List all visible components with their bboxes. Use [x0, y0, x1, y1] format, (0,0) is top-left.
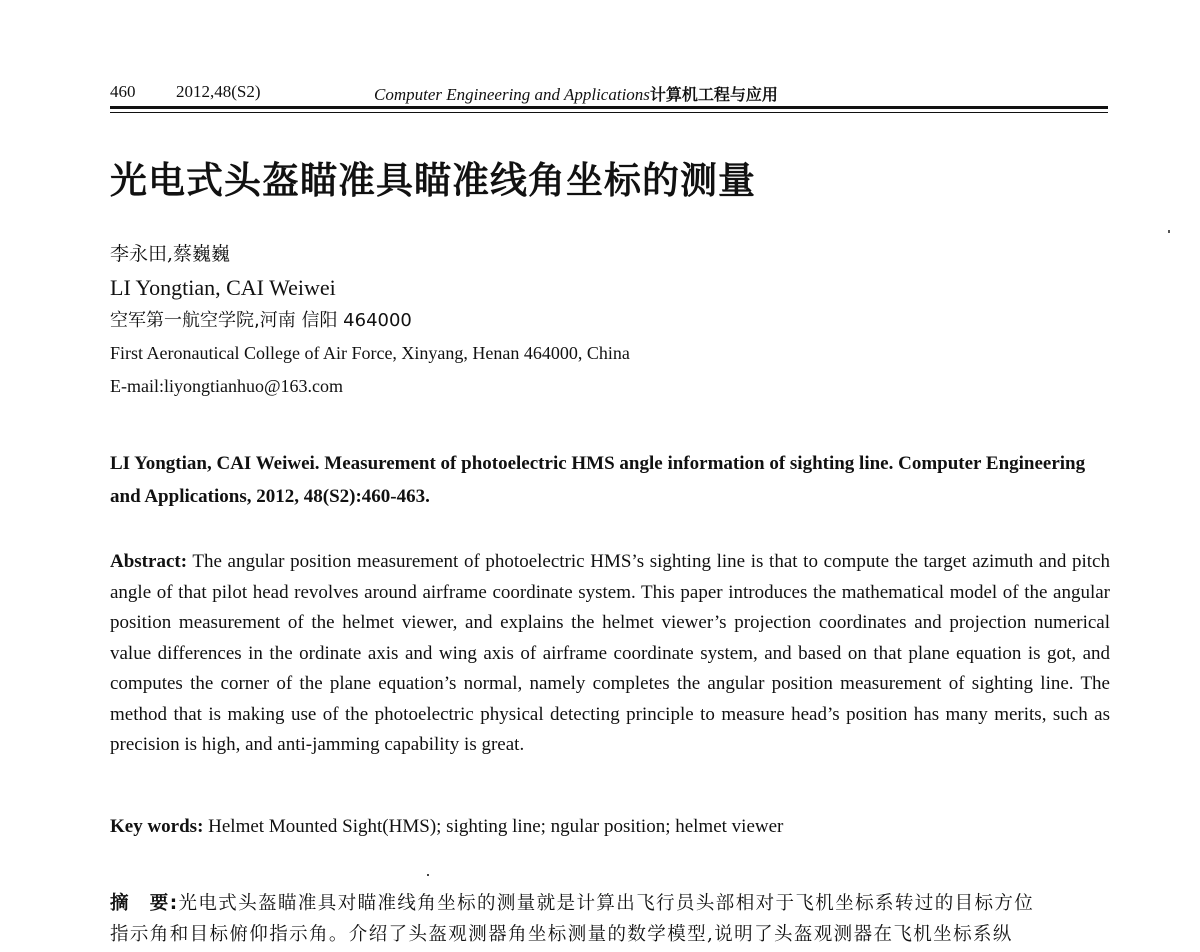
abstract-text: The angular position measurement of photoelectric HMS’s sighting line is that to compute the target azimuth and pitch angle of that pilot head revolves around airframe coordinate system. This paper introduces the mathematical model of the angular position measurement of the helmet viewer, and explains the helmet viewer’s projection coordinates and projection numerical value differences in the ordinate axis and wing axis of airframe coordinate system, and based on that plane equation is got, and computes the corner of the plane equation’s normal, namely completes the angular position measurement of sighting line. The method that is making use of the photoelectric physical detecting principle to measure head’s position has many merits, such as precision is high, and anti-jamming capability is great.	[110, 551, 1110, 755]
abstract-cn	[110, 888, 1120, 950]
affiliation-en: First Aeronautical College of Air Force, Xinyang, Henan 464000, China	[110, 343, 630, 363]
journal-title-en: Computer Engineering and Applications	[374, 85, 650, 104]
paper-title: 光电式头盔瞄准具瞄准线角坐标的测量	[110, 159, 756, 202]
authors-cn: 李永田,蔡巍巍	[110, 243, 231, 265]
scan-artifact	[1168, 230, 1170, 233]
header-rule-thick	[110, 106, 1108, 109]
abstract-cn-text: 光电式头盔瞄准具对瞄准线角坐标的测量就是计算出飞行员头部相对于飞机坐标系转过的目标方位	[178, 893, 1035, 914]
journal-title	[374, 82, 778, 105]
running-header	[110, 82, 1110, 104]
keywords-label: Key words:	[110, 816, 204, 837]
author-email: E-mail:liyongtianhuo@163.com	[110, 376, 344, 396]
journal-title-cn: 计算机工程与应用	[649, 85, 778, 104]
authors-en: LI Yongtian, CAI Weiwei	[110, 275, 336, 300]
scan-artifact	[427, 874, 429, 876]
volume-issue: 2012,48(S2)	[176, 82, 261, 101]
abstract-cn-line: 指示角和目标俯仰指示角。介绍了头盔观测器角坐标测量的数学模型,说明了头盔观测器在飞机坐标系纵	[110, 924, 1013, 945]
abstract-cn-line	[110, 888, 1120, 919]
affiliation-cn: 空军第一航空学院,河南 信阳 464000	[110, 310, 412, 331]
header-rule-thin	[110, 112, 1108, 113]
citation: LI Yongtian, CAI Weiwei. Measurement of photoelectric HMS angle information of sighting line. Computer Engineering and Applications, 2012, 48(S2):460-463.	[110, 453, 1086, 507]
author-block	[110, 238, 630, 403]
keywords	[110, 816, 783, 838]
page-number: 460	[110, 82, 136, 101]
keywords-text: Helmet Mounted Sight(HMS); sighting line; ngular position; helmet viewer	[208, 816, 784, 837]
abstract-cn-label: 摘 要:	[110, 893, 179, 914]
abstract-label: Abstract:	[110, 551, 188, 572]
abstract-en	[110, 547, 1110, 761]
